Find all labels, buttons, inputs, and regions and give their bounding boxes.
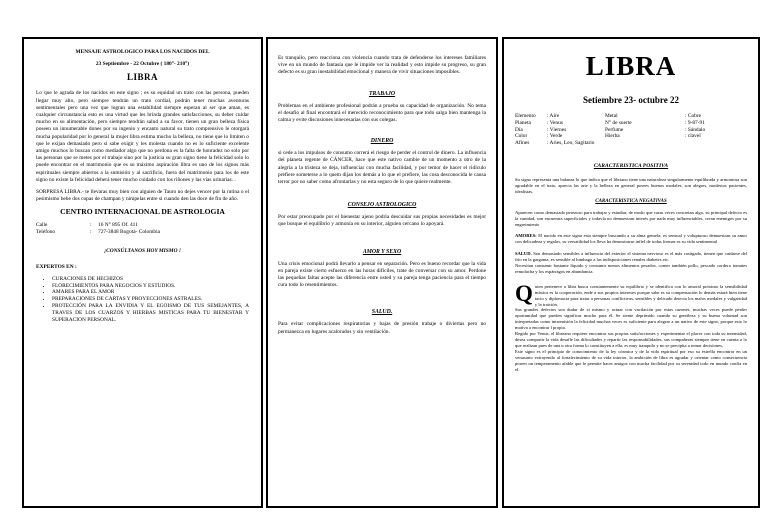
amores-label: AMORES: xyxy=(515,233,537,239)
quien-block xyxy=(515,280,747,308)
attr-value: : Venus xyxy=(547,119,563,126)
attr-value: : Viernes xyxy=(547,126,567,133)
attr-value: : Sándalo xyxy=(685,126,706,133)
salud-label: SALUD. xyxy=(515,251,532,257)
table-row xyxy=(515,120,747,127)
quien-text-2: Sus grandes defectos son dudar de sí mismo y actuar con vacilación por estas razones, muchas veces puede perder oportunidad que pueden significar mucho para él. Se siente deprimido cuando su gentileza y su buena voluntad son interpretadas como intromisión la felicidad muchas veces es suficiente para alegrar a un nativo de este signo, porque esto lo motiva a encontrar l propia. xyxy=(515,307,747,331)
message-heading: MENSAJE ASTROLOGICO PARA LOS NACIDOS DEL xyxy=(75,49,210,55)
salud-body: Son demasiado sensibles a influencia del exterior el sistema nervioso es el más castigado, tienen que cuidarse del frío en la garganta, es sensible al lumbago a las indisposiciones renales diabetes etc. xyxy=(515,251,747,263)
list-item: • FLORECIMIENTOS PARA NEGOCIOS Y ESTUDIOS. xyxy=(52,283,249,290)
intro-text: Es tranquilo, pero reacciona con violencia cuando trata de defenderse los intereses familiares vive en un mundo de fantasía que le impide ver la realidad y esto impide su progreso, su gran defecto es su gran inestabilidad emocional y manera de vivir situaciones imposibles. xyxy=(278,55,486,76)
attr-value: : Verde xyxy=(547,133,563,140)
quien-text-3: Regido por Venus, el libreano requiere encontrar sus propias satisfacciones y experimentar el placer con toda su intensidad, desea compartir la vida desafíe las dificultades y repartir las responsabilidades, sus compañeras siempre tiene en cuenta a lo que realizan pues de una u otra forma lo constituyen a ella, es muy tranquilo y no se precipita a tomar decisiones, xyxy=(515,331,747,348)
section-title-dinero: DINERO xyxy=(370,138,394,145)
list-item: • AMARES PARA EL AMOR xyxy=(52,289,249,296)
message-dates: 23 Septiembre - 22 Octubre ( 180°- 210°) xyxy=(95,61,190,68)
sign-title: LIBRA xyxy=(126,72,158,83)
section-text-trabajo: Problemas en el ambiente profesional podrán a prueba su capacidad de organización. No tema el desafío al final encontrará el merecido reconocimiento para que todo salga bien mantenga la calma y evite discusiones innecesarias con sus colegas. xyxy=(278,102,486,124)
panel-middle xyxy=(266,37,498,508)
section-title-amor: AMOR Y SEXO xyxy=(362,248,402,255)
contact-row xyxy=(36,229,249,236)
quien-text: uien pertenece a libra busca constantemente su equilibrio y se identifica con lo amoral próximo la sensibilidad mística es la cooperación, ende a sus propios intereses porque sabe es su compensación lo demás estará bien tiene tacto y diplomacia para tratar a personas conflictivas, sensibles y delicado detecta los malos modales y vulgaridad y la traición. xyxy=(534,283,747,307)
table-row xyxy=(515,140,747,147)
sign-description: Lo que le agrada de los nacidos en este signo ; es su equidad un trato con las persona, pueden llegar muy alto, pero siempre tendrán un trato cordial, podrán tener muchas aventuras sentimentales pero una vez que logran una estabilidad siempre esperan al ser que aman, es cualquier circunstancia esto es una virtud que les brinda grandes satisfacciones, su deber cuidar mucho en su alimentación, pero siempre tendrán salud a su favor, tienen un gran belleza física poseen un innumerable dones por su ingenio y encanto natural su trato comprensivo le otorgará mucha popularidad por lo general la mujer libra estima mucho la belleza, no tiene que lo limiten o que le exijan demasiado pero si sabe exigir y les molesta cuando no es lo suficiente excelente amigo muchos lo buscan como mediador algo que no perdona es la falta de honradez no solo por las personas que se metes por el trabajo sino por la justicia su gran signo tiene la felicidad solo lo puede encontrar en el matrimonio que es su máximo aspiración libra es uno de los signos más espirituales siempre abiertos a la sumisión y al sacrificio, fuera del matrimonio para los de este signo no existe la felicidad deberá tener mucho cuidado con los riñones y las vías urinarias. . xyxy=(36,90,249,183)
attr-value: : 9-87-91 xyxy=(685,119,705,126)
attributes-table xyxy=(515,113,747,147)
attr-value: : clavel xyxy=(685,133,701,140)
contact-value: 727-3848 Bogotá- Colombia xyxy=(98,229,160,236)
experts-label: EXPERTOS EN : xyxy=(36,263,77,270)
libra-title: LIBRA xyxy=(585,51,677,81)
negative-title: CARACTERISTICA NEGATIVAS xyxy=(595,198,667,204)
section-text-consejo: Por estar preocupado por el bienestar ajeno podría descuidar sus propias necesidades es mejor que busque el equilibrio y armonía en su interior, alguien cercano lo apoyará. xyxy=(278,214,486,228)
table-row xyxy=(515,127,747,134)
list-item: • PROTECCIÓN PARA LA ENVIDIA Y EL EGOISMO DE TUS SEMEJANTES, A TRAVES DE LOS CUARZOS Y HIERBAS MISTICAS PARA TU BIENESTAR Y SUPERACION PERSONAL. xyxy=(52,303,249,323)
attr-key: Afines xyxy=(515,140,530,147)
attr-key: Perfume xyxy=(605,126,624,133)
contact-label: Teléfono xyxy=(36,229,56,236)
list-item: • PREPARACIONES DE CARTAS Y PROYECCIONES ASTRALES. xyxy=(52,296,249,303)
panel-right xyxy=(502,37,760,508)
contact-info xyxy=(36,222,249,236)
consult-banner: ¡CONSÚLTANOS HOY MISMO ! xyxy=(104,248,181,255)
attr-key: N° de suerte xyxy=(605,119,632,126)
contact-sep: : xyxy=(90,222,92,229)
attr-key: Metal xyxy=(605,113,618,119)
attr-value: : Aries, Leo, Sagitario xyxy=(547,140,595,147)
attr-value: : Aire xyxy=(547,113,560,119)
quien-text-4: Este signo es el principio de conocimiento de la ley cósmica y de la vida espiritual por eso su estrella encontrar en un venusario extrayendo al fortalecimiento de su vida interior, la ambición de libra es agradar y orientar como consecuencia poseer un temperamento afable que le permite hacer amigos con mucha facilidad por su serenidad todo en mundo confía en el. xyxy=(515,348,747,372)
experts-list xyxy=(36,276,249,324)
section-title-salud: SALUD. xyxy=(371,309,393,316)
panel-left xyxy=(22,37,263,508)
salud-text-2: Necesitan consumir bastante líquido y consumir menos alimentos pesados, comer también pollo, pescado cordero tomates remolacha y los espárragos en abundancia. xyxy=(515,263,747,274)
libra-subtitle: Setiembre 23- octubre 22 xyxy=(583,95,679,105)
attr-key: Planeta xyxy=(515,119,531,126)
drop-cap: Q xyxy=(515,280,533,306)
section-title-consejo: CONSEJO ASTROLOGICO xyxy=(347,202,417,209)
attr-key: Hierba xyxy=(605,133,620,140)
contact-row xyxy=(36,222,249,229)
amores-text xyxy=(515,233,747,245)
salud-text xyxy=(515,251,747,263)
list-item: • CURACIONES DE HECHIZOS xyxy=(52,276,249,283)
section-text-amor: Una crisis emocional podrá llevarlo a pensar en separación. Pero es bueno recordar que la vida en pareja existe cierto esfuerzo en las horas difíciles, trate de conversar con su amor. Perdone las pequeñas faltas acepte las diferencia entre usted y su pareja tenga paciencia para el tiempo cura todo lo resentimientos. xyxy=(278,260,486,289)
sorpresa-text: SORPRESA LIBRA.- te llevaras muy bien con alguien de Tauro no dejes vencer por la rutina o el pesimismo bebe dos copas de champan y nimpelas entre si cuando den las doce de fin de año. xyxy=(36,189,249,203)
negative-text: Aparecen como demasiado perezoso para trabajar y estudiar, de modo que caras veces concretan algo, su principal defecto es la vanidad, son encuentra superficiales y todavía no demuestran interés por nada muy influenciables, crean enemigos por su engreimiento xyxy=(515,209,747,227)
amores-body: El nacido en este signo esta siempre buscando a su alma gemela; es sensual y voluptuoso demuestran su amor con delicadeza y regalos, su versatilidad los lleva ha demostrarse infiel de todas formas es su vida sentimental xyxy=(515,233,747,245)
table-row xyxy=(515,133,747,140)
centro-title: CENTRO INTERNACIONAL DE ASTROLOGIA xyxy=(60,207,225,217)
contact-sep: : xyxy=(90,229,92,236)
positive-text: Su signo representa una balanza lo que indica que el libriano tiene una naturaleza singularmente equilibrada y armoniosa son agradable en el trato, aprecia las arte y la belleza en general posees buenos modales, son alegres, modestos pacientes, idealistas. xyxy=(515,176,747,194)
section-title-trabajo: TRABAJO xyxy=(368,90,396,97)
section-text-salud: Para evitar complicaciones respiratorias y bajas de presión trabaje o diviertas pero no permanezca en lugares acalorados y sin ventilación. xyxy=(278,321,486,335)
attr-key: Color xyxy=(515,133,528,140)
attr-key: Elemento xyxy=(515,113,536,119)
attr-key: Día xyxy=(515,126,523,133)
contact-value: 16 N° 895 Of. 411 xyxy=(98,222,138,229)
contact-label: Calle xyxy=(36,222,48,229)
section-text-dinero: si cede a los impulsos de consumo correrá el riesgo de perder el control de dinero. La influencia del planeta regente de CÁNCER, hace que este nativo cambie de un momento a otro de la alegría a la tristeza se deja, influenciar con mucha facilidad, y por temor de hacer el ridículo prefiere someterse a lo quem dijan los demás a lo que el prefiere, las cosa desconocida le causa terror por no saber como afrontarlas y no esta seguro de lo que quiere realmente. xyxy=(278,150,486,186)
attr-value: : Cobre xyxy=(685,113,702,119)
positive-title: CARACTERISTICA POSITIVA xyxy=(593,162,669,169)
table-row xyxy=(515,113,747,120)
